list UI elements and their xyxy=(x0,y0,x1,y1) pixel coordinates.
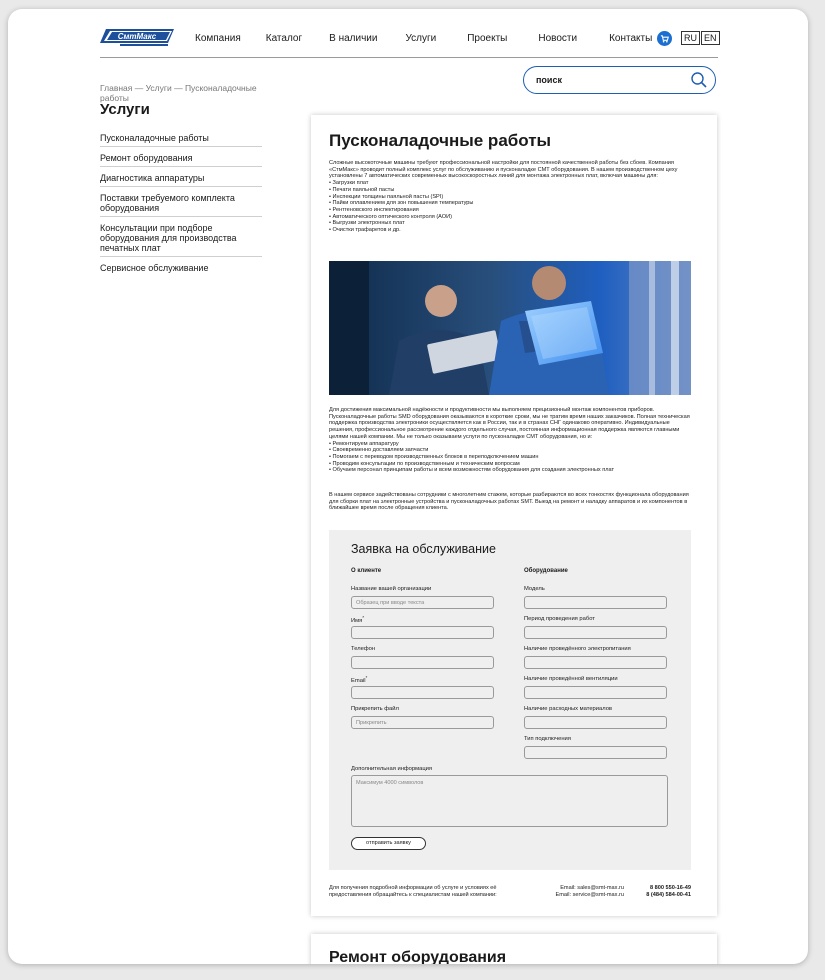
logo-text: СмтМакс xyxy=(117,32,157,41)
connection-label: Тип подключения xyxy=(524,736,571,742)
model-input[interactable] xyxy=(524,596,667,609)
nav-projects[interactable]: Проекты xyxy=(467,33,508,44)
list-item: • Выгрузки электронных плат xyxy=(329,220,405,227)
list-item: • Инспекции толщины паяльной пасты (SPI) xyxy=(329,193,444,200)
period-input[interactable] xyxy=(524,626,667,639)
org-name-input[interactable]: Образец при вводе текста xyxy=(351,596,494,609)
sidebar-item-commissioning[interactable]: Пусконаладочные работы xyxy=(100,131,262,147)
site-header xyxy=(100,17,718,58)
phone-1-link[interactable]: 8 800 550-16-49 xyxy=(649,885,691,891)
nav-news[interactable]: Новости xyxy=(538,33,578,44)
email-service-link[interactable]: Email: service@smt-max.ru xyxy=(555,891,624,898)
list-item: • Автоматического оптического контроля (АОИ) xyxy=(329,213,453,220)
required-mark: * xyxy=(365,676,368,681)
list-item: • Проводим консультации по производственным и техническим вопросам xyxy=(329,460,520,467)
email-input[interactable] xyxy=(351,686,494,699)
lang-ru-button[interactable]: RU xyxy=(681,31,700,45)
list-item: • Очистки трафаретов и др. xyxy=(329,227,401,234)
sidebar-title: Услуги xyxy=(100,101,150,118)
materials-input[interactable] xyxy=(524,716,667,729)
list-item: • Пайки оплавлением для зон повышения температуры xyxy=(329,200,474,207)
sidebar-item-diagnostics[interactable]: Диагностика аппаратуры xyxy=(100,171,262,187)
article-photo xyxy=(329,261,691,395)
phone-2-link[interactable]: 8 (484) 584-00-41 xyxy=(646,891,691,898)
attach-label: Прикрепить файл xyxy=(351,706,399,712)
contact-text: Для получения подробной информации об услуге и условиях её предоставления обращайтесь к специалистам нашей компании: xyxy=(329,885,497,898)
name-label xyxy=(351,616,364,624)
name-label-text: Имя xyxy=(351,617,363,624)
org-name-label: Название вашей организации xyxy=(351,586,432,592)
article-body xyxy=(329,407,694,474)
power-label: Наличие проведённого электропитания xyxy=(524,646,631,652)
extra-info-textarea[interactable]: Максимум 4000 символов xyxy=(351,775,668,827)
sidebar-item-supply[interactable]: Поставки требуемого комплекта оборудования xyxy=(100,191,262,217)
next-content-card xyxy=(311,934,717,964)
contact-phones xyxy=(629,885,691,899)
email-sales-link[interactable]: Email: sales@smt-max.ru xyxy=(560,885,624,891)
power-input[interactable] xyxy=(524,656,667,669)
list-item: • Своевременно доставляем запчасти xyxy=(329,447,429,454)
content-card xyxy=(311,115,717,916)
ventilation-input[interactable] xyxy=(524,686,667,699)
article-intro xyxy=(329,160,694,234)
sidebar-item-service[interactable]: Сервисное обслуживание xyxy=(100,263,209,273)
list-item: • Загрузки плат xyxy=(329,180,369,187)
sidebar-item-repair[interactable]: Ремонт оборудования xyxy=(100,151,262,167)
article-body-2: В нашем сервисе задействованы сотрудники с многолетним стажем, которые разбираются во всех тонкостях функционала оборудования для сборки плат на электронные устройства и пусконаладочных работах SMT. Выезд на ремонт и наладку аппаратов и их компонентов в ближайшее время после обращения клиента. xyxy=(329,492,689,512)
intro-text: Сложные высокоточные машины требуют профессиональной настройки для постоянной качественной работы без сбоев. Компания «СтмМакс» проводит полный комплекс услуг по обслуживанию и пусконаладке СМТ оборудования. В нашем производственном цеху установлены 7 автоматических современных высокоскоростных линий для монтажа электронных плат, включая машины для: xyxy=(329,160,678,180)
name-input[interactable] xyxy=(351,626,494,639)
search-input[interactable]: поиск xyxy=(536,75,562,85)
phone-input[interactable] xyxy=(351,656,494,669)
form-title: Заявка на обслуживание xyxy=(351,542,496,556)
main-nav xyxy=(195,33,652,44)
body-list xyxy=(329,441,694,475)
list-item: • Рентгеновского инспектирования xyxy=(329,206,419,213)
required-mark: * xyxy=(362,616,365,621)
materials-label: Наличие расходных материалов xyxy=(524,706,612,712)
sidebar-item-consulting[interactable]: Консультации при подборе оборудования для производства печатных плат xyxy=(100,221,262,257)
service-request-form xyxy=(329,530,691,870)
email-label xyxy=(351,676,367,684)
submit-request-button[interactable]: отправить заявку xyxy=(351,837,426,850)
nav-catalog[interactable]: Каталог xyxy=(265,33,303,44)
contact-emails xyxy=(529,885,624,899)
list-item: • Обучаем персонал принципам работы и всем возможностям оборудования для создания электронных плат xyxy=(329,467,615,474)
lang-en-button[interactable]: EN xyxy=(701,31,720,45)
model-label: Модель xyxy=(524,586,545,592)
form-section-client: О клиенте xyxy=(351,568,382,574)
breadcrumb[interactable]: Главная — Услуги — Пусконаладочные работы xyxy=(100,83,257,103)
search-box[interactable] xyxy=(523,66,716,94)
ventilation-label: Наличие проведённой вентиляции xyxy=(524,676,618,682)
nav-in-stock[interactable]: В наличии xyxy=(329,33,378,44)
nav-company[interactable]: Компания xyxy=(195,33,241,44)
intro-list xyxy=(329,180,694,234)
cart-icon[interactable] xyxy=(657,31,672,46)
company-logo[interactable] xyxy=(100,29,174,47)
form-section-equipment: Оборудование xyxy=(524,568,568,574)
sidebar-menu xyxy=(100,131,262,280)
phone-label: Телефон xyxy=(351,646,376,652)
search-icon[interactable] xyxy=(690,71,708,89)
body-text: Для достижения максимальной надёжности и продуктивности мы выполняем прецизионный монтаж компонентов приборов. Пусконаладочные работы SMD оборудования оказываются в короткие сроки, мы не тратим время наших заказчиков. Полная техническая поддержка производства электроники осуществляется как в России, так и в странах СНГ одинаково оперативно. Индивидуальные решения, профессиональное рассмотрение каждого отдельного случая, постоянная информационная поддержка являются главными целями нашей компании. Мы не только оказываем услуги по пусконаладке СМТ оборудования, но и: xyxy=(329,407,690,440)
browser-page xyxy=(8,9,808,964)
nav-services[interactable]: Услуги xyxy=(405,33,437,44)
list-item: • Печати паяльной пасты xyxy=(329,186,395,193)
article-title: Пусконаладочные работы xyxy=(329,131,552,150)
attach-file-input[interactable]: Прикрепить xyxy=(351,716,494,729)
period-label: Период проведения работ xyxy=(524,616,595,622)
list-item: • Ремонтируем аппаратуру xyxy=(329,440,399,447)
extra-info-label: Дополнительная информация xyxy=(351,766,433,772)
nav-contacts[interactable]: Контакты xyxy=(609,33,653,44)
list-item: • Помогаем с переводом производственных блоков в переподключением машин xyxy=(329,453,539,460)
next-card-title: Ремонт оборудования xyxy=(329,949,507,964)
connection-input[interactable] xyxy=(524,746,667,759)
email-label-text: Email xyxy=(351,677,366,684)
